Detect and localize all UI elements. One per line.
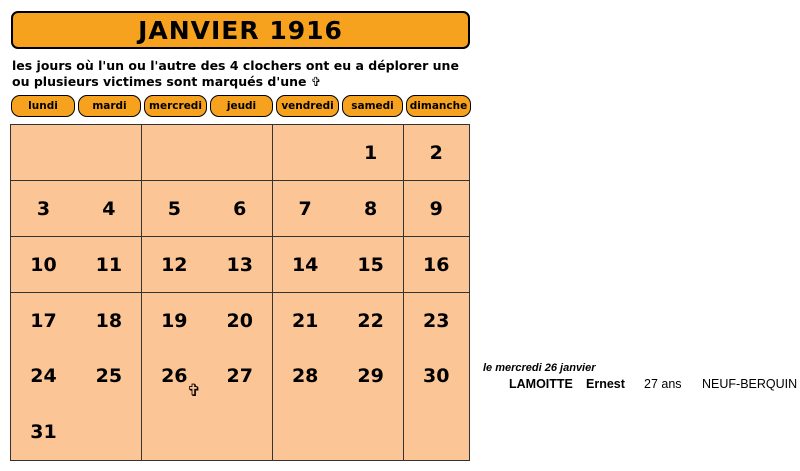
calendar-empty-cell	[273, 125, 339, 181]
calendar-empty-cell	[207, 125, 273, 181]
day-number: 30	[423, 365, 450, 388]
weekday-4: vendredi	[276, 95, 339, 117]
day-number: 2	[429, 142, 443, 164]
day-number: 4	[102, 197, 116, 220]
calendar-day-cell	[11, 293, 77, 349]
calendar-empty-cell	[338, 404, 404, 460]
calendar-day-cell	[404, 293, 469, 349]
day-number: 18	[95, 309, 123, 332]
calendar-day-cell	[76, 181, 142, 237]
day-number: 9	[429, 197, 443, 220]
day-number: 6	[233, 197, 247, 220]
victims-panel	[483, 362, 798, 395]
calendar-day-cell	[338, 293, 404, 349]
day-number: 14	[291, 253, 319, 276]
day-number: 27	[226, 365, 253, 388]
calendar-day-cell	[142, 237, 208, 293]
calendar-day-cell	[76, 348, 142, 404]
calendar-day-cell	[11, 348, 77, 404]
calendar-day-cell	[207, 293, 273, 349]
calendar-day-cell	[273, 181, 339, 237]
day-number: 23	[423, 309, 450, 332]
calendar-empty-cell	[404, 404, 469, 460]
calendar-day-cell	[338, 348, 404, 404]
day-number: 7	[298, 197, 312, 220]
calendar-empty-cell	[76, 125, 142, 181]
victim-age: 27 ans	[644, 377, 682, 391]
calendar-empty-cell	[273, 404, 339, 460]
victim-date-label: le mercredi 26 janvier	[483, 362, 596, 374]
weekday-5: samedi	[342, 95, 403, 117]
day-number: 20	[226, 309, 253, 332]
calendar-day-cell	[338, 125, 404, 181]
calendar-empty-cell	[11, 125, 77, 181]
calendar-day-cell	[11, 181, 77, 237]
calendar-day-cell	[207, 237, 273, 293]
day-number: 28	[291, 365, 319, 388]
day-number: 25	[95, 365, 123, 388]
calendar-empty-cell	[207, 404, 273, 460]
day-number: 26	[161, 365, 188, 388]
day-number: 19	[161, 309, 188, 332]
calendar-empty-cell	[76, 404, 142, 460]
calendar-day-cell	[273, 237, 339, 293]
weekday-6: dimanche	[406, 95, 471, 117]
day-number: 17	[30, 309, 57, 332]
calendar-day-cell	[142, 181, 208, 237]
day-number: 22	[357, 309, 384, 332]
calendar-empty-cell	[142, 125, 208, 181]
calendar-day-cell	[11, 404, 77, 460]
day-number: 1	[363, 142, 378, 164]
calendar-day-cell	[273, 293, 339, 349]
calendar-day-cell	[404, 181, 469, 237]
calendar-day-cell	[338, 237, 404, 293]
victim-place: NEUF-BERQUIN	[702, 377, 798, 391]
day-number: 21	[291, 309, 319, 332]
calendar-day-cell	[76, 293, 142, 349]
victim-entry	[483, 377, 798, 395]
calendar-day-cell	[404, 237, 469, 293]
calendar-day-cell	[76, 237, 142, 293]
day-number: 15	[357, 253, 384, 276]
day-number: 11	[95, 253, 123, 276]
day-number: 31	[30, 421, 57, 444]
day-number: 29	[357, 365, 384, 388]
calendar-day-cell	[142, 348, 208, 404]
day-number: 8	[363, 197, 378, 220]
day-number: 3	[36, 197, 51, 220]
weekday-1: mardi	[78, 95, 141, 117]
calendar-day-cell	[142, 293, 208, 349]
calendar-day-cell	[273, 348, 339, 404]
victim-last-name: LAMOITTE	[509, 377, 573, 391]
month-title-banner	[11, 11, 470, 49]
day-number: 10	[30, 253, 57, 276]
calendar-day-cell	[207, 181, 273, 237]
calendar-day-cell	[404, 125, 469, 181]
weekday-header-row	[11, 95, 471, 117]
calendar-empty-cell	[142, 404, 208, 460]
day-number: 24	[30, 365, 57, 388]
calendar-day-cell	[207, 348, 273, 404]
day-number: 13	[226, 253, 253, 276]
weekday-3: jeudi	[210, 95, 273, 117]
day-number: 16	[423, 253, 450, 276]
victim-first-name: Ernest	[586, 377, 625, 391]
calendar-grid	[10, 124, 470, 461]
day-number: 5	[167, 197, 181, 220]
cross-icon: ✞	[310, 74, 322, 89]
legend-description: les jours où l'un ou l'autre des 4 clochers ont eu a déplorer une ou plusieurs victimes sont marqués d'une	[12, 58, 459, 89]
month-title: JANVIER 1916	[138, 15, 343, 45]
legend-text	[12, 58, 472, 90]
weekday-2: mercredi	[144, 95, 207, 117]
calendar-day-cell	[338, 181, 404, 237]
calendar-day-cell	[404, 348, 469, 404]
weekday-0: lundi	[11, 95, 75, 117]
calendar-day-cell	[11, 237, 77, 293]
cross-icon: ✞	[186, 381, 202, 402]
day-number: 12	[161, 253, 188, 276]
